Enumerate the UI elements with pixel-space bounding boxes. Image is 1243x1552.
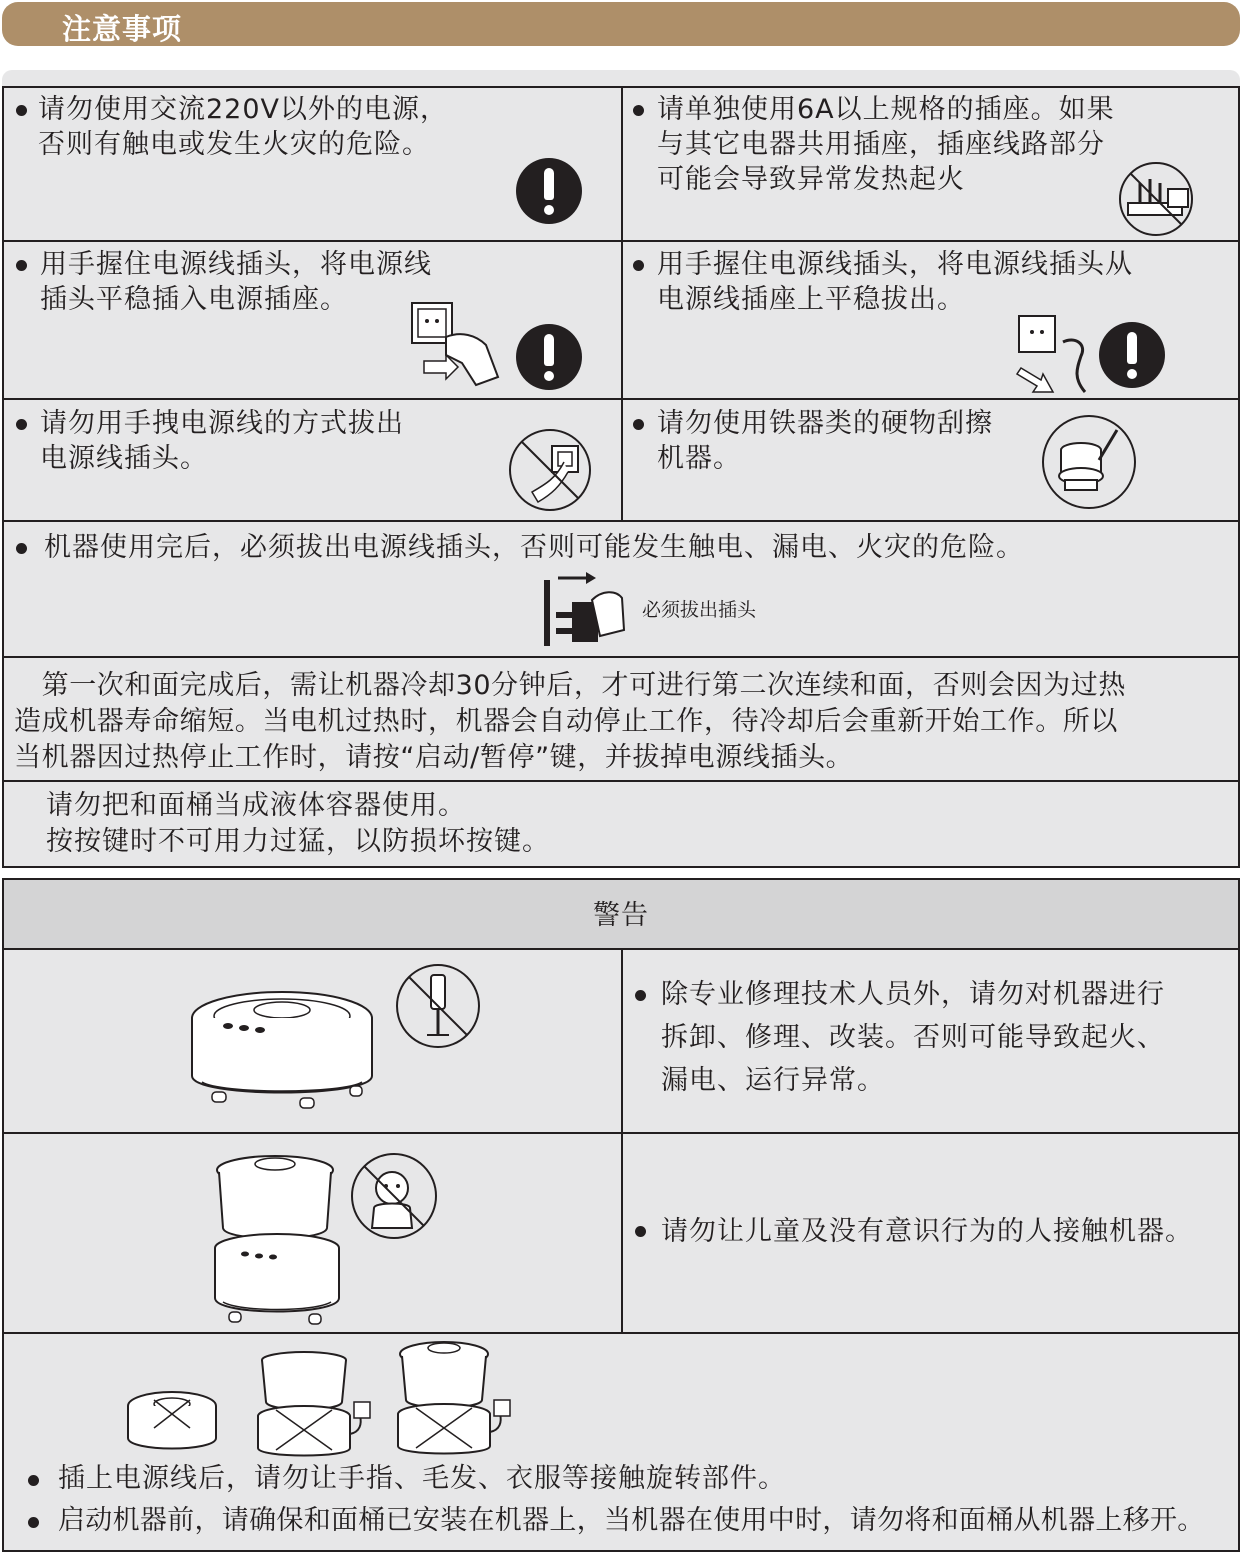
caution-cell-plug-in [2, 240, 623, 400]
caution-cell-voltage [2, 86, 623, 242]
machine-with-bowl-crossed-illustration [256, 1350, 376, 1460]
overheat-notice [2, 656, 1240, 782]
warning-text-line: 启动机器前，请确保和面桶已安装在机器上，当机器在使用中时，请勿将和面桶从机器上移开。 [58, 1505, 1205, 1536]
caution-text-line: 可能会导致异常发热起火 [657, 164, 965, 195]
caution-text-line: 请勿用手拽电源线的方式拔出 [40, 408, 404, 439]
bullet [16, 260, 27, 271]
caution-cell-scratch [621, 398, 1240, 522]
bullet [635, 1226, 646, 1237]
bullet [635, 990, 646, 1001]
warning-exclamation-icon [516, 324, 582, 390]
warning-header [2, 878, 1240, 950]
bullet [633, 260, 644, 271]
caution-text-line: 电源线插头。 [40, 443, 208, 474]
caution-text-line: 请勿使用交流220V以外的电源， [38, 94, 449, 125]
unplug-caption: 必须拔出插头 [642, 599, 757, 621]
machine-with-bowl-illustration [209, 1150, 349, 1330]
bullet [16, 543, 27, 554]
warning-exclamation-icon [516, 158, 582, 224]
child-prohibited-icon [350, 1152, 438, 1240]
bullet [28, 1517, 39, 1528]
caution-cell-unplug-after-use [2, 520, 1240, 658]
caution-text-line: 与其它电器共用插座，插座线路部分 [657, 129, 1105, 160]
overheat-text-line: 当机器因过热停止工作时，请按“启动/暂停”键，并拔掉电源线插头。 [14, 742, 854, 773]
pull-cord-prohibited-icon [508, 428, 592, 512]
warning-cell-disassembly [621, 948, 1240, 1134]
overheat-text-line: 造成机器寿命缩短。当电机过热时，机器会自动停止工作，待冷却后会重新开始工作。所以 [14, 706, 1118, 737]
bullet [28, 1475, 39, 1486]
unplug-arrow-icon [1015, 312, 1105, 400]
machine-base-crossed-illustration [126, 1390, 221, 1460]
warning-text-line: 拆卸、修理、改装。否则可能导致起火、 [661, 1022, 1165, 1053]
caution-text-line: 机器。 [657, 443, 741, 474]
bullet [633, 419, 644, 430]
bullet [633, 105, 644, 116]
caution-text-line: 否则有触电或发生火灾的危险。 [38, 129, 430, 160]
must-unplug-icon [542, 572, 632, 652]
caution-text-line: 用手握住电源线插头，将电源线 [40, 249, 432, 280]
caution-text-line: 用手握住电源线插头，将电源线插头从 [657, 249, 1133, 280]
warning-title: 警告 [593, 900, 649, 931]
section-header [2, 2, 1240, 46]
warning-cell-rotation [2, 1332, 1240, 1552]
shared-socket-prohibited-icon [1118, 161, 1194, 237]
caution-text-line: 机器使用完后，必须拔出电源线插头，否则可能发生触电、漏电、火灾的危险。 [44, 532, 1024, 563]
misc-text-line: 请勿把和面桶当成液体容器使用。 [46, 790, 466, 821]
scratch-prohibited-icon [1041, 414, 1137, 510]
screwdriver-prohibited-icon [395, 963, 481, 1049]
bullet [16, 105, 27, 116]
caution-cell-pull-cord [2, 398, 623, 522]
plug-in-hand-icon [406, 297, 506, 387]
caution-cell-unplug [621, 240, 1240, 400]
warning-cell-image-disassembly [2, 948, 623, 1134]
caution-cell-socket [621, 86, 1240, 242]
section-title: 注意事项 [62, 12, 183, 46]
caution-text-line: 请勿使用铁器类的硬物刮擦 [657, 408, 993, 439]
warning-text-line: 插上电源线后，请勿让手指、毛发、衣服等接触旋转部件。 [58, 1463, 786, 1494]
warning-text-line: 请勿让儿童及没有意识行为的人接触机器。 [661, 1216, 1193, 1247]
warning-exclamation-icon [1099, 322, 1165, 388]
warning-text-line: 漏电、运行异常。 [661, 1065, 885, 1096]
bullet [16, 419, 27, 430]
warning-cell-children [621, 1132, 1240, 1334]
misc-notes [2, 780, 1240, 868]
caution-text-line: 电源线插座上平稳拔出。 [657, 284, 965, 315]
caution-text-line: 插头平稳插入电源插座。 [40, 284, 348, 315]
overheat-text-line: 第一次和面完成后，需让机器冷却30分钟后，才可进行第二次连续和面，否则会因为过热 [14, 670, 1126, 701]
machine-base-illustration [190, 990, 380, 1115]
machine-with-lid-crossed-illustration [396, 1338, 516, 1458]
warning-cell-image-children [2, 1132, 623, 1334]
caution-text-line: 请单独使用6A以上规格的插座。如果 [657, 94, 1115, 125]
misc-text-line: 按按键时不可用力过猛，以防损坏按键。 [46, 826, 550, 857]
warning-text-line: 除专业修理技术人员外，请勿对机器进行 [661, 979, 1165, 1010]
